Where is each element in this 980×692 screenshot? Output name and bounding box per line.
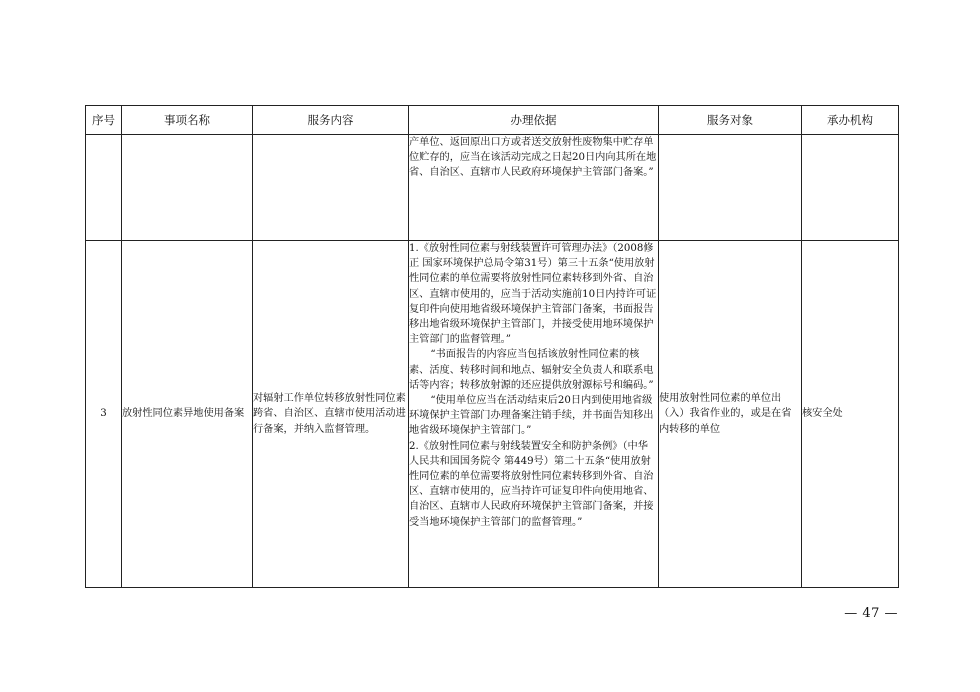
basis-paragraph: “书面报告的内容应当包括该放射性同位素的核素、活度、转移时间和地点、辐射安全负责人和联系电话等内容；转移放射源的还应提供放射源标号和编码。” <box>409 349 654 391</box>
cell-empty <box>659 135 802 241</box>
cell-empty <box>122 135 253 241</box>
cell-agency: 核安全处 <box>802 241 899 588</box>
basis-paragraph: 产单位、返回原出口方或者送交放射性废物集中贮存单位贮存的，应当在该活动完成之日起20日内向其所在地省、自治区、直辖市人民政府环境保护主管部门备案。” <box>409 137 657 179</box>
table-row-continuation <box>86 135 899 241</box>
header-number: 序号 <box>86 106 122 135</box>
table-header-row <box>86 106 899 135</box>
header-service-target: 服务对象 <box>659 106 802 135</box>
header-service-content: 服务内容 <box>253 106 409 135</box>
basis-paragraph: “使用单位应当在活动结束后20日内到使用地省级环境保护主管部门办理备案注销手续，并书面告知移出地省级环境保护主管部门。” <box>409 395 654 437</box>
cell-service-target: 使用放射性同位素的单位出（入）我省作业的，或是在省内转移的单位 <box>659 241 802 588</box>
header-agency: 承办机构 <box>802 106 899 135</box>
cell-empty <box>802 135 899 241</box>
cell-item-name: 放射性同位素异地使用备案 <box>122 241 253 588</box>
table-row <box>86 241 899 588</box>
cell-empty <box>253 135 409 241</box>
service-table <box>85 105 899 588</box>
basis-paragraph: 1.《放射性同位素与射线装置许可管理办法》（2008修正 国家环境保护总局令第31号）第三十五条“使用放射性同位素的单位需要将放射性同位素转移到外省、自治区、直辖市使用的，应当于活动实施前10日内持许可证复印件向使用地省级环境保护主管部门备案，书面报告移出地省级环境保护主管部门，并接受使用地环境保护主管部门的监督管理。” <box>409 243 657 346</box>
header-item-name: 事项名称 <box>122 106 253 135</box>
cell-basis <box>409 241 659 588</box>
page-number: — 47 — <box>844 606 898 621</box>
header-basis: 办理依据 <box>409 106 659 135</box>
cell-service-content: 对辐射工作单位转移放射性同位素跨省、自治区、直辖市使用活动进行备案，并纳入监督管理。 <box>253 241 409 588</box>
basis-paragraph: 2.《放射性同位素与射线装置安全和防护条例》（中华人民共和国国务院令 第449号）第二十五条“使用放射性同位素的单位需要将放射性同位素转移到外省、自治区、直辖市使用的，应当持许可证复印件向使用地省、自治区、直辖市人民政府环境保护主管部门备案，并接受当地环境保护主管部门的监督管理。” <box>409 440 654 528</box>
cell-empty <box>86 135 122 241</box>
cell-basis-continued <box>409 135 659 241</box>
cell-number: 3 <box>86 241 122 588</box>
